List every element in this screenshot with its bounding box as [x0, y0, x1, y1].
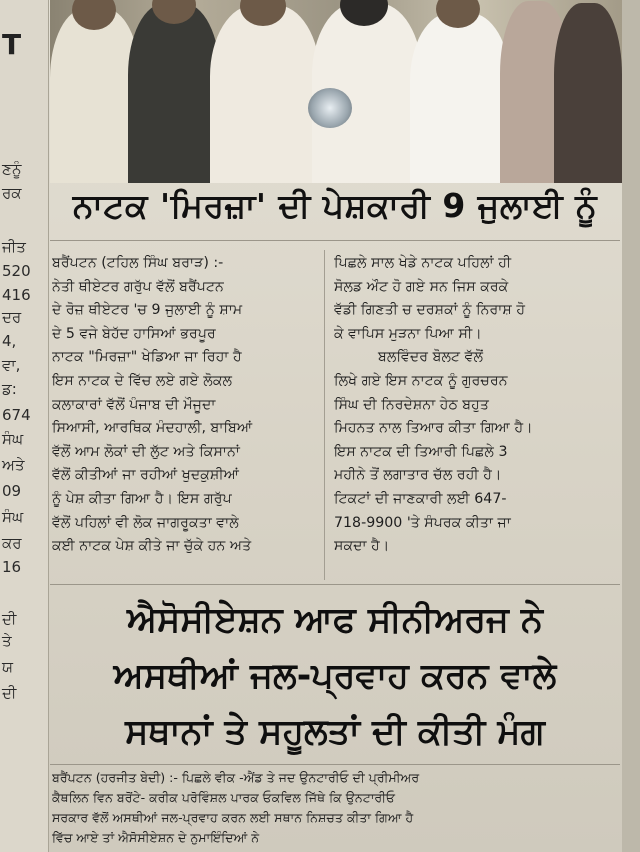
text-line: ਨੂੰ ਪੇਸ਼ ਕੀਤਾ ਗਿਆ ਹੈ। ਇਸ ਗਰੁੱਪ	[52, 490, 232, 507]
text-line: ਦੇ 5 ਵਜੇ ਬੇਹੱਦ ਹਾਸਿਆਂ ਭਰਪੂਰ	[52, 325, 216, 342]
adjacent-text-fragment: ਸੰਘ	[2, 430, 24, 448]
column-divider	[324, 250, 325, 580]
text-line: 718-9900 'ਤੇ ਸੰਪਰਕ ਕੀਤਾ ਜਾ	[334, 514, 511, 531]
text-line: ਨਾਟਕ "ਮਿਰਜ਼ਾ" ਖੇਡਿਆ ਜਾ ਰਿਹਾ ਹੈ	[52, 349, 242, 366]
text-line: ਨੇਤੀ ਥੀਏਟਰ ਗਰੁੱਪ ਵੱਲੋਂ ਬਰੈਂਪਟਨ	[52, 278, 224, 295]
article-headline-2	[48, 592, 622, 760]
text-line: ਟਿਕਟਾਂ ਦੀ ਜਾਣਕਾਰੀ ਲਈ 647-	[334, 490, 507, 507]
text-line: ਬਲਵਿੰਦਰ ਬੋਲਟ ਵੱਲੋਂ	[378, 349, 484, 366]
article-column-left	[52, 252, 322, 559]
text-line: ਵਿੱਚ ਆਏ ਤਾਂ ਐਸੋਸੀਏਸ਼ਨ ਦੇ ਨੁਮਾਇੰਦਿਆਂ ਨੇ	[52, 830, 260, 845]
article-body-2	[52, 768, 622, 848]
adjacent-text-fragment: ਵਾ,	[2, 356, 21, 374]
person-figure	[554, 3, 622, 183]
adjacent-text-fragment: 09	[2, 482, 22, 500]
divider	[50, 764, 620, 765]
adjacent-text-fragment: 520	[2, 262, 31, 280]
text-line: ਵੱਲੋਂ ਕੀਤੀਆਂ ਜਾ ਰਹੀਆਂ ਖੁਦਕੁਸ਼ੀਆਂ	[52, 467, 240, 484]
adjacent-text-fragment: ਯ	[2, 658, 14, 676]
text-line: ਸਿਆਸੀ, ਆਰਥਿਕ ਮੰਦਹਾਲੀ, ਬਾਬਿਆਂ	[52, 420, 253, 437]
event-photo	[50, 0, 622, 183]
adjacent-text-fragment: 16	[2, 558, 22, 576]
text-line: ਸਕਦਾ ਹੈ।	[334, 538, 390, 555]
article-column-right	[334, 252, 604, 559]
adjacent-text-fragment: ਦਰ	[2, 308, 22, 326]
text-line: ਕੇ ਵਾਪਿਸ ਮੁੜਨਾ ਪਿਆ ਸੀ।	[334, 325, 482, 342]
headline-line: ਅਸਥੀਆਂ ਜਲ-ਪ੍ਰਵਾਹ ਕਰਨ ਵਾਲੇ	[113, 656, 557, 696]
adjacent-text-fragment: ਕਰ	[2, 534, 22, 552]
article-headline: ਨਾਟਕ 'ਮਿਰਜ਼ਾ' ਦੀ ਪੇਸ਼ਕਾਰੀ 9 ਜੁਲਾਈ ਨੂੰ	[72, 186, 598, 225]
text-line: ਲਿਖੇ ਗਏ ਇਸ ਨਾਟਕ ਨੂੰ ਗੁਰਚਰਨ	[334, 372, 508, 389]
headline-line: ਐਸੋਸੀਏਸ਼ਨ ਆਫ ਸੀਨੀਅਰਜ ਨੇ	[127, 600, 543, 640]
adjacent-column	[0, 0, 49, 852]
person-figure	[50, 8, 140, 183]
person-figure	[410, 13, 510, 183]
text-line: ਸਿੰਘ ਦੀ ਨਿਰਦੇਸ਼ਨਾ ਹੇਠ ਬਹੁਤ	[334, 396, 489, 413]
adjacent-text-fragment: 416	[2, 286, 31, 304]
text-line: ਕਲਾਕਾਰਾਂ ਵੱਲੋਂ ਪੰਜਾਬ ਦੀ ਮੌਜੂਦਾ	[52, 396, 216, 413]
text-line: ਵੱਲੋਂ ਪਹਿਲਾਂ ਵੀ ਲੋਕ ਜਾਗਰੂਕਤਾ ਵਾਲੇ	[52, 514, 239, 531]
text-line: ਇਸ ਨਾਟਕ ਦੇ ਵਿੱਚ ਲਏ ਗਏ ਲੋਕਲ	[52, 372, 233, 389]
text-line: ਬਰੈਂਪਟਨ (ਹਰਜੀਤ ਬੇਦੀ) :- ਪਿਛਲੇ ਵੀਕ -ਐਂਡ ਤੇ ਜਦ ਉਨਟਾਰੀਓ ਦੀ ਪ੍ਰੀਮੀਅਰ	[52, 770, 420, 785]
text-line: ਮਿਹਨਤ ਨਾਲ ਤਿਆਰ ਕੀਤਾ ਗਿਆ ਹੈ।	[334, 420, 533, 437]
text-line: ਵੱਡੀ ਗਿਣਤੀ ਚ ਦਰਸ਼ਕਾਂ ਨੂੰ ਨਿਰਾਸ਼ ਹੋ	[334, 302, 526, 319]
text-line: ਦੇ ਰੋਜ਼ ਥੀਏਟਰ 'ਚ 9 ਜੁਲਾਈ ਨੂੰ ਸ਼ਾਮ	[52, 302, 243, 319]
text-line: ਸਰਕਾਰ ਵੱਲੋਂ ਅਸਥੀਆਂ ਜਲ-ਪ੍ਰਵਾਹ ਕਰਨ ਲਈ ਸਥਾਨ ਨਿਸ਼ਚਤ ਕੀਤਾ ਗਿਆ ਹੈ	[52, 810, 414, 825]
text-line: ਇਸ ਨਾਟਕ ਦੀ ਤਿਆਰੀ ਪਿਛਲੇ 3	[334, 443, 508, 460]
adjacent-text-fragment: ਦੀ	[2, 684, 17, 702]
person-figure	[210, 5, 320, 183]
divider	[50, 240, 620, 241]
adjacent-text-fragment: ਦੀ	[2, 610, 17, 628]
text-line: ਵੱਲੋਂ ਆਮ ਲੋਕਾਂ ਦੀ ਲੁੱਟ ਅਤੇ ਕਿਸਾਨਾਂ	[52, 443, 240, 460]
adjacent-text-fragment: ਤੇ	[2, 632, 12, 650]
text-line: ਕਈ ਨਾਟਕ ਪੇਸ਼ ਕੀਤੇ ਜਾ ਚੁੱਕੇ ਹਨ ਅਤੇ	[52, 538, 252, 555]
text-line: ਪਿਛਲੇ ਸਾਲ ਖੇਡੇ ਨਾਟਕ ਪਹਿਲਾਂ ਹੀ	[334, 255, 512, 271]
adjacent-text-fragment: ਰਕ	[2, 184, 22, 202]
adjacent-headline-fragment: T	[2, 28, 22, 61]
person-figure	[128, 3, 220, 183]
adjacent-text-fragment: ਜੀਤ	[2, 238, 26, 256]
divider	[50, 584, 620, 585]
text-line: ਬਰੈਂਪਟਨ (ਟਹਿਲ ਸਿੰਘ ਬਰਾੜ) :-	[52, 255, 224, 271]
adjacent-text-fragment: 4,	[2, 332, 17, 350]
text-line: ਕੈਥਲਿਨ ਵਿਨ ਬਰੋਂਟੇ- ਕਰੀਕ ਪਰੋਵਿੰਸ਼ਲ ਪਾਰਕ ਓਕਵਿਲ ਜਿੱਥੇ ਕਿ ਉਨਟਾਰੀਓ	[52, 790, 396, 805]
headline-line: ਸਥਾਨਾਂ ਤੇ ਸਹੂਲਤਾਂ ਦੀ ਕੀਤੀ ਮੰਗ	[125, 712, 545, 752]
text-line: ਮਹੀਨੇ ਤੋਂ ਲਗਾਤਾਰ ਚੱਲ ਰਹੀ ਹੈ।	[334, 467, 502, 484]
adjacent-text-fragment: ਡ:	[2, 380, 17, 398]
page-edge	[622, 0, 640, 852]
adjacent-text-fragment: ਣਨੂੰ	[2, 160, 22, 178]
text-line: ਸੋਲਡ ਔਟ ਹੋ ਗਏ ਸਨ ਜਿਸ ਕਰਕੇ	[334, 278, 509, 295]
adjacent-text-fragment: 674	[2, 406, 31, 424]
adjacent-text-fragment: ਸੰਘ	[2, 508, 24, 526]
award-plaque	[308, 88, 352, 128]
adjacent-text-fragment: ਅਤੇ	[2, 456, 25, 474]
